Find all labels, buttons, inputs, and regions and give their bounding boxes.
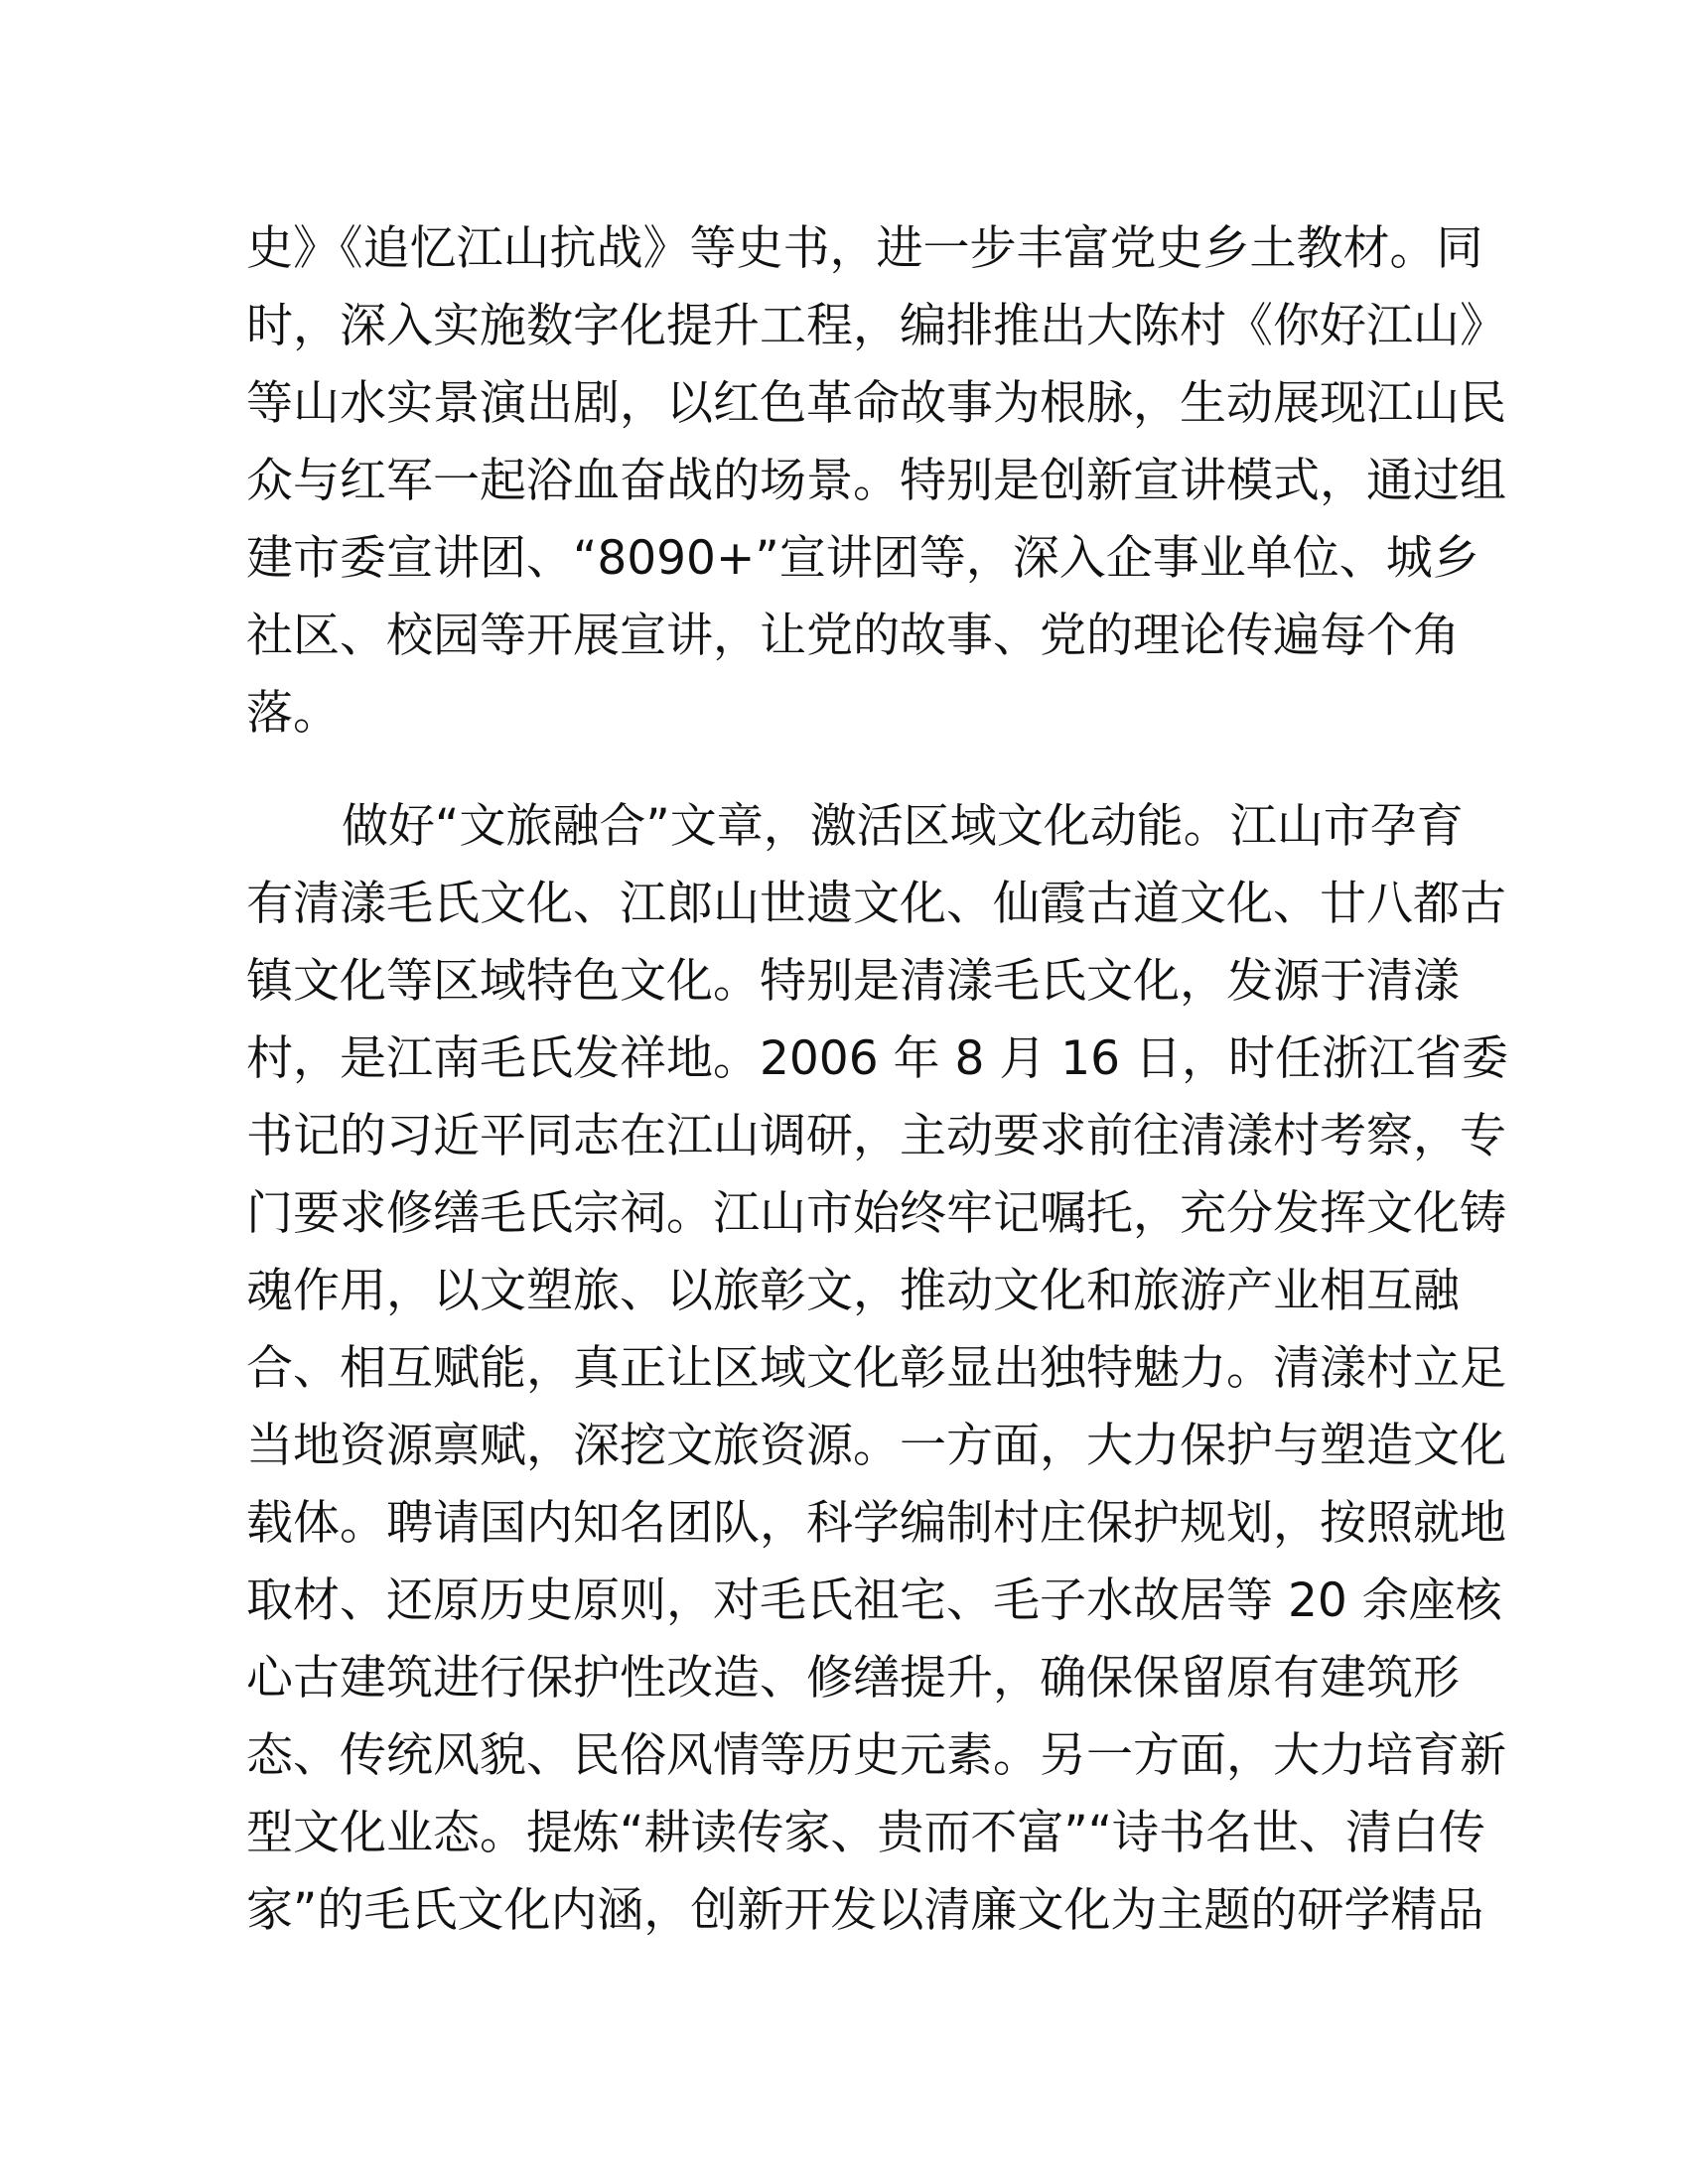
text-line: 等山水实景演出剧，以红色革命故事为根脉，生动展现江山民: [246, 376, 1506, 431]
text-line: 心古建筑进行保护性改造、修缮提升，确保保留原有建筑形: [246, 1651, 1460, 1706]
text-line-first: 做好“文旅融合”文章，激活区域文化动能。江山市孕育: [342, 799, 1464, 854]
paragraph-2: [246, 788, 1509, 1950]
text-line: 书记的习近平同志在江山调研，主动要求前往清漾村考察，专: [246, 1109, 1506, 1163]
text-line: 史》《追忆江山抗战》等史书，进一步丰富党史乡土教材。同: [246, 221, 1483, 276]
text-line: 当地资源禀赋，深挖文旅资源。一方面，大力保护与塑造文化: [246, 1419, 1506, 1473]
document-body: [246, 210, 1509, 1950]
text-line: 魂作用，以文塑旅、以旅彰文，推动文化和旅游产业相互融: [246, 1264, 1460, 1318]
text-line: 落。: [246, 686, 340, 741]
text-line: 有清漾毛氏文化、江郎山世遗文化、仙霞古道文化、廿八都古: [246, 877, 1506, 931]
text-line: 镇文化等区域特色文化。特别是清漾毛氏文化，发源于清漾: [246, 954, 1460, 1009]
text-line: 门要求修缮毛氏宗祠。江山市始终牢记嘱托，充分发挥文化铸: [246, 1186, 1506, 1241]
paragraph-1: [246, 210, 1506, 752]
text-line: 型文化业态。提炼“耕读传家、贵而不富”“诗书名世、清白传: [246, 1806, 1486, 1860]
text-line: 众与红军一起浴血奋战的场景。特别是创新宣讲模式，通过组: [246, 454, 1506, 508]
text-line: 载体。聘请国内知名团队，科学编制村庄保护规划，按照就地: [246, 1496, 1506, 1551]
text-line: 取材、还原历史原则，对毛氏祖宅、毛子水故居等 20 余座核: [246, 1573, 1502, 1628]
text-line: 建市委宣讲团、“8090+”宣讲团等，深入企事业单位、城乡: [246, 531, 1479, 586]
paragraph-gap: [246, 752, 1438, 788]
text-line: 村，是江南毛氏发祥地。2006 年 8 月 16 日，时任浙江省委: [246, 1031, 1509, 1086]
text-line: 家”的毛氏文化内涵，创新开发以清廉文化为主题的研学精品: [246, 1883, 1484, 1938]
text-line: 态、传统风貌、民俗风情等历史元素。另一方面，大力培育新: [246, 1728, 1506, 1783]
text-line: 时，深入实施数字化提升工程，编排推出大陈村《你好江山》: [246, 299, 1506, 353]
text-line: 社区、校园等开展宣讲，让党的故事、党的理论传遍每个角: [246, 609, 1460, 663]
text-line: 合、相互赋能，真正让区域文化彰显出独特魅力。清漾村立足: [246, 1341, 1506, 1396]
